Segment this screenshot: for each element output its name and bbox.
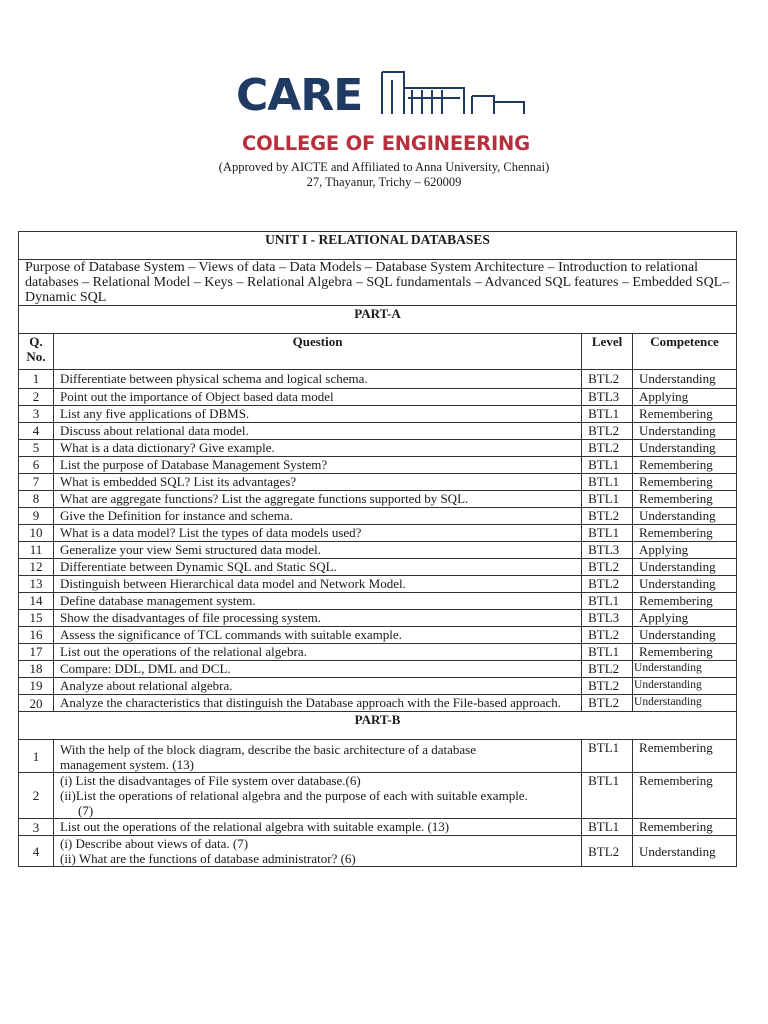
competence: Understanding [633,695,737,712]
column-header-no: Q. No. [19,334,54,370]
question-number: 7 [19,474,54,491]
competence: Understanding [633,661,737,678]
question-line: List out the operations of the relational algebra with suitable example. (13) [59,819,450,834]
bloom-level: BTL1 [582,644,633,661]
bloom-level: BTL3 [582,389,633,406]
part-a-question-row [19,576,737,593]
question-number: 2 [19,389,54,406]
question-number: 12 [19,559,54,576]
part-a-question-row [19,661,737,678]
part-a-question-row [19,474,737,491]
part-b-question-row [19,819,737,836]
competence: Understanding [633,370,737,389]
unit-title-row [19,232,737,260]
question-text: Show the disadvantages of file processing system. [53,610,581,627]
question-line: (i) Describe about views of data. (7) [59,836,249,851]
competence: Understanding [633,440,737,457]
question-number: 10 [19,525,54,542]
question-text: Point out the importance of Object based data model [53,389,581,406]
part-a-header-row [19,306,737,334]
part-b-question-row [19,740,737,773]
bloom-level: BTL3 [582,542,633,559]
competence: Remembering [633,773,737,819]
competence: Understanding [633,627,737,644]
question-text [53,836,581,867]
bloom-level: BTL1 [582,740,633,773]
bloom-level: BTL2 [582,661,633,678]
approval-note: (Approved by AICTE and Affiliated to Anna University, Chennai) [218,160,550,174]
competence: Remembering [633,406,737,423]
bloom-level: BTL3 [582,610,633,627]
part-a-question-row [19,695,737,712]
competence: Understanding [633,559,737,576]
part-b-question-row [19,836,737,867]
question-text: What is embedded SQL? List its advantages? [53,474,581,491]
question-text [53,819,581,836]
competence: Applying [633,389,737,406]
question-text: Analyze the characteristics that distinguish the Database approach with the File-based approach. [53,695,581,712]
question-text: Assess the significance of TCL commands with suitable example. [53,627,581,644]
question-text: List any five applications of DBMS. [53,406,581,423]
competence: Remembering [633,819,737,836]
bloom-level: BTL1 [582,525,633,542]
part-a-question-row [19,644,737,661]
column-header-competence: Competence [633,334,737,370]
question-text: Discuss about relational data model. [53,423,581,440]
logo-care-text: CARE [236,70,363,121]
bloom-level: BTL2 [582,678,633,695]
question-text: Analyze about relational algebra. [53,678,581,695]
bloom-level: BTL2 [582,695,633,712]
question-number: 19 [19,678,54,695]
question-line: (7) [77,803,94,818]
question-text: Compare: DDL, DML and DCL. [53,661,581,678]
question-text: What are aggregate functions? List the aggregate functions supported by SQL. [53,491,581,508]
question-number: 4 [19,423,54,440]
part-a-question-row [19,457,737,474]
question-text: Define database management system. [53,593,581,610]
question-number: 16 [19,627,54,644]
unit-syllabus: Purpose of Database System – Views of data – Data Models – Database System Architecture – Introduction to relational databases – Relational Model – Keys – Relational Algebra – SQL fundamentals – Advanced SQL features – Embedded SQL– Dynamic SQL [19,260,737,306]
competence: Remembering [633,474,737,491]
question-text: Distinguish between Hierarchical data model and Network Model. [53,576,581,593]
question-number: 20 [19,695,54,712]
question-number: 3 [19,406,54,423]
part-b-question-row [19,773,737,819]
question-number: 2 [19,773,54,819]
question-number: 1 [19,370,54,389]
question-line: (i) List the disadvantages of File system over database.(6) [59,773,361,788]
part-a-question-row [19,610,737,627]
question-number: 4 [19,836,54,867]
question-text: List out the operations of the relational algebra. [53,644,581,661]
question-number: 6 [19,457,54,474]
question-number: 5 [19,440,54,457]
bloom-level: BTL2 [582,627,633,644]
question-line: management system. (13) [59,757,194,772]
question-number: 18 [19,661,54,678]
part-a-question-row [19,508,737,525]
part-a-question-row [19,370,737,389]
question-text: Differentiate between Dynamic SQL and Static SQL. [53,559,581,576]
question-text: Give the Definition for instance and schema. [53,508,581,525]
question-number: 1 [19,740,54,773]
question-number: 17 [19,644,54,661]
bloom-level: BTL1 [582,474,633,491]
question-number: 11 [19,542,54,559]
part-a-question-row [19,406,737,423]
question-number: 13 [19,576,54,593]
question-text [53,773,581,819]
column-header-row [19,334,737,370]
bloom-level: BTL2 [582,576,633,593]
college-header [0,0,768,200]
part-a-question-row [19,559,737,576]
competence: Remembering [633,457,737,474]
competence: Remembering [633,644,737,661]
question-text: Differentiate between physical schema and logical schema. [53,370,581,389]
part-a-question-row [19,491,737,508]
part-a-question-row [19,423,737,440]
question-number: 3 [19,819,54,836]
question-text [53,740,581,773]
question-line: (ii)List the operations of relational algebra and the purpose of each with suitable example. [59,788,528,803]
competence: Understanding [633,508,737,525]
competence: Remembering [633,525,737,542]
question-number: 8 [19,491,54,508]
question-text: What is a data dictionary? Give example. [53,440,581,457]
column-header-question: Question [53,334,581,370]
bloom-level: BTL1 [582,406,633,423]
part-a-label: PART-A [19,306,737,334]
competence: Understanding [633,678,737,695]
bloom-level: BTL1 [582,773,633,819]
bloom-level: BTL2 [582,423,633,440]
question-line: With the help of the block diagram, describe the basic architecture of a database [59,742,477,757]
competence: Remembering [633,593,737,610]
part-b-label: PART-B [19,712,737,740]
syllabus-row [19,260,737,306]
question-bank-table [18,231,737,867]
competence: Understanding [633,836,737,867]
bloom-level: BTL1 [582,491,633,508]
question-text: Generalize your view Semi structured data model. [53,542,581,559]
question-number: 15 [19,610,54,627]
competence: Applying [633,610,737,627]
part-a-question-row [19,627,737,644]
part-a-question-row [19,440,737,457]
bloom-level: BTL1 [582,457,633,474]
question-text: What is a data model? List the types of data models used? [53,525,581,542]
bloom-level: BTL2 [582,370,633,389]
bloom-level: BTL2 [582,836,633,867]
college-address: 27, Thayanur, Trichy – 620009 [306,175,462,189]
question-number: 14 [19,593,54,610]
competence: Remembering [633,491,737,508]
bloom-level: BTL1 [582,593,633,610]
part-a-question-row [19,542,737,559]
college-building-logo-icon [232,68,532,128]
part-a-question-row [19,389,737,406]
unit-title: UNIT I - RELATIONAL DATABASES [19,232,737,260]
competence: Applying [633,542,737,559]
part-a-question-row [19,525,737,542]
bloom-level: BTL2 [582,508,633,525]
college-name: COLLEGE OF ENGINEERING [242,132,530,155]
part-b-header-row [19,712,737,740]
competence: Understanding [633,423,737,440]
part-a-question-row [19,593,737,610]
question-number: 9 [19,508,54,525]
bloom-level: BTL1 [582,819,633,836]
part-a-question-row [19,678,737,695]
question-text: List the purpose of Database Management System? [53,457,581,474]
question-line: (ii) What are the functions of database administrator? (6) [59,851,356,866]
competence: Remembering [633,740,737,773]
bloom-level: BTL2 [582,440,633,457]
competence: Understanding [633,576,737,593]
bloom-level: BTL2 [582,559,633,576]
column-header-level: Level [582,334,633,370]
